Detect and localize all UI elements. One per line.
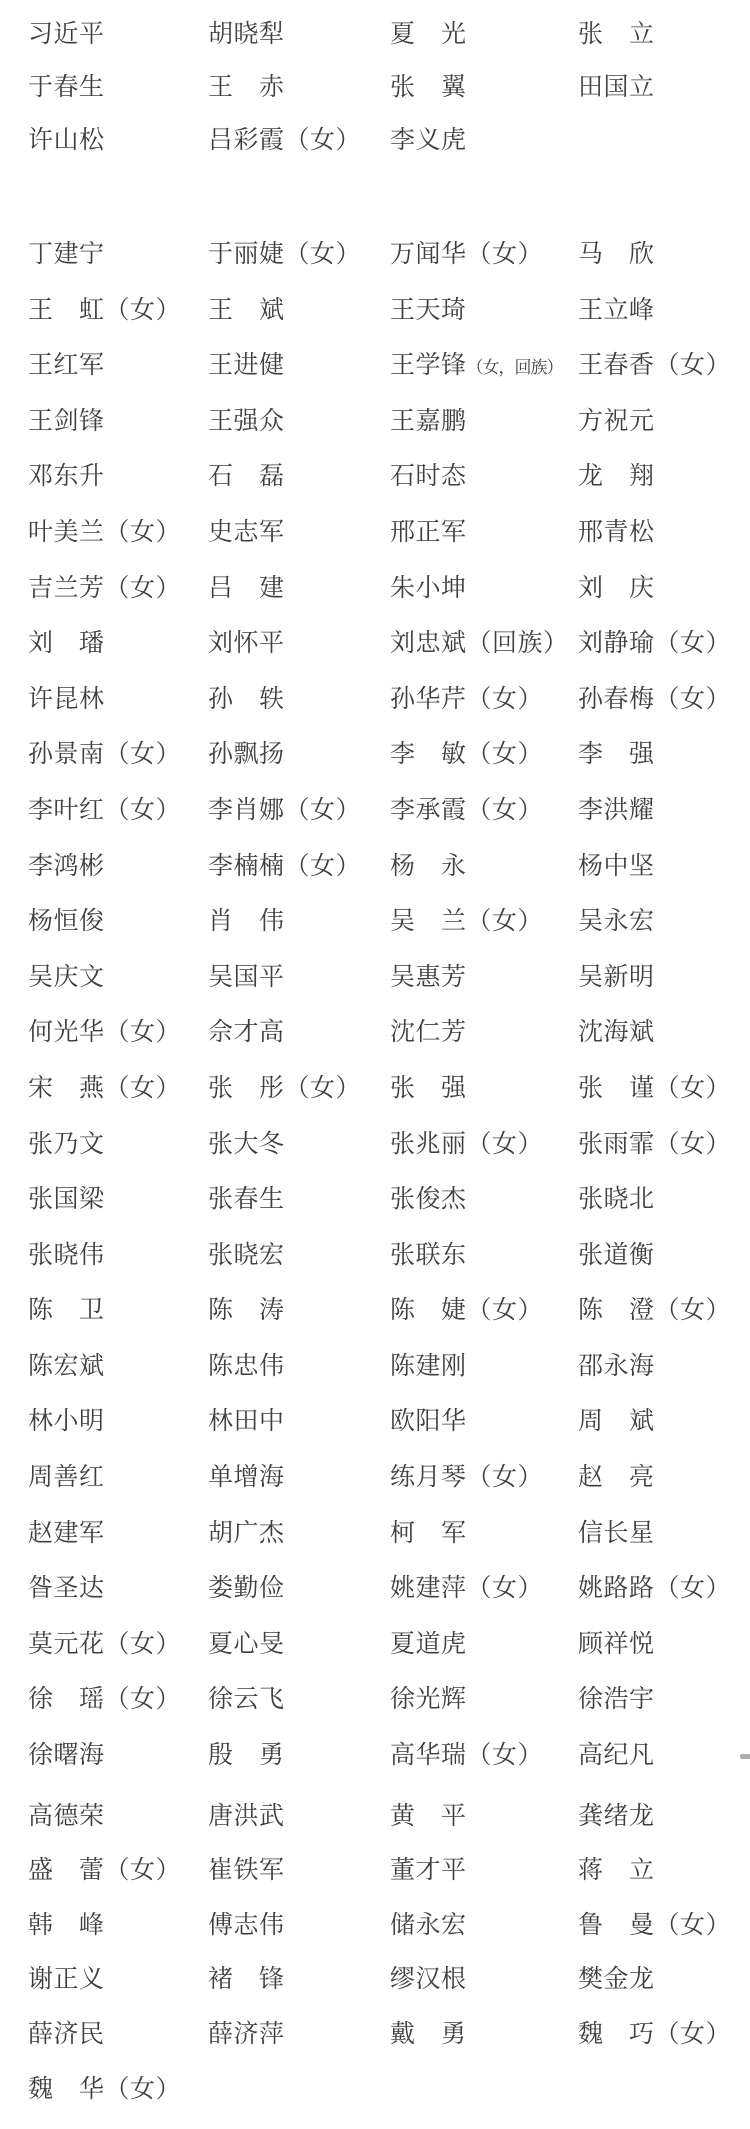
name-cell: 王 赤	[208, 74, 285, 101]
name-cell: 殷 勇	[208, 1742, 285, 1770]
name-cell: 练月琴（女）	[390, 1464, 544, 1492]
name-cell: 信长星	[578, 1519, 655, 1547]
name-row	[0, 518, 750, 574]
name-cell: 欧阳华	[390, 1408, 467, 1436]
name-cell: 杨 永	[390, 852, 467, 880]
name-cell: 方祝元	[578, 407, 655, 435]
name-cell: 龚绪龙	[578, 1802, 655, 1830]
name-cell: 张晓宏	[208, 1241, 285, 1269]
name-cell: 张国梁	[28, 1186, 105, 1214]
name-cell: 佘才高	[208, 1019, 285, 1047]
name-row	[0, 1074, 750, 1130]
name-cell: 张俊杰	[390, 1186, 467, 1214]
name-cell: 储永宏	[390, 1911, 467, 1939]
name-row	[0, 2075, 750, 2129]
name-cell: 王立峰	[578, 296, 655, 324]
name-row	[0, 462, 750, 518]
name-cell: 何光华（女）	[28, 1019, 182, 1047]
name-cell: 孙飘扬	[208, 741, 285, 769]
gender-ethnic-note: （女，回族）	[466, 358, 563, 378]
name-cell: 昝圣达	[28, 1575, 105, 1603]
name-cell	[390, 351, 578, 383]
name-cell: 张春生	[208, 1186, 285, 1214]
name-row	[0, 685, 750, 741]
name-cell: 李楠楠（女）	[208, 852, 362, 880]
name-cell: 石 磊	[208, 463, 285, 491]
name-row	[0, 240, 750, 296]
name-cell: 许昆林	[28, 685, 105, 713]
name-cell: 张联东	[390, 1241, 467, 1269]
name-cell: 顾祥悦	[578, 1630, 655, 1658]
name-cell: 韩 峰	[28, 1911, 105, 1939]
name-cell: 刘怀平	[208, 630, 285, 658]
name-cell: 史志军	[208, 518, 285, 546]
name-cell: 邢青松	[578, 518, 655, 546]
name-cell: 沈海斌	[578, 1019, 655, 1047]
name-cell: 张道衡	[578, 1241, 655, 1269]
name-cell: 陈宏斌	[28, 1352, 105, 1380]
name-cell: 杨恒俊	[28, 908, 105, 936]
name-row	[0, 740, 750, 796]
name-cell: 盛 蕾（女）	[28, 1857, 182, 1885]
name-row	[0, 2020, 750, 2075]
name-row	[0, 1630, 750, 1686]
name-cell: 夏道虎	[390, 1630, 467, 1658]
name-cell: 王 斌	[208, 296, 285, 324]
name-cell: 刘静瑜（女）	[578, 630, 732, 658]
name-cell: 孙 轶	[208, 685, 285, 713]
name-cell: 刘 庆	[578, 574, 655, 602]
name-row	[0, 126, 750, 179]
name-cell: 胡晓犁	[208, 21, 285, 48]
name-cell: 李义虎	[390, 127, 467, 154]
name-row	[0, 296, 750, 352]
name-cell: 胡广杰	[208, 1519, 285, 1547]
name-cell: 石时态	[390, 463, 467, 491]
name-cell: 肖 伟	[208, 908, 285, 936]
name-row	[0, 1352, 750, 1408]
name-cell: 傅志伟	[208, 1911, 285, 1939]
name-cell: 李肖娜（女）	[208, 796, 362, 824]
name-row	[0, 907, 750, 963]
name-cell: 孙春梅（女）	[578, 685, 732, 713]
name-cell: 刘忠斌（回族）	[390, 630, 569, 658]
name-row	[0, 73, 750, 126]
name-cell: 陈 婕（女）	[390, 1297, 544, 1325]
name-cell: 吴国平	[208, 963, 285, 991]
name-cell: 张 谨（女）	[578, 1074, 732, 1102]
name-cell: 褚 锋	[208, 1966, 285, 1994]
name-cell: 沈仁芳	[390, 1019, 467, 1047]
name-cell: 王 虹（女）	[28, 296, 182, 324]
name-row	[0, 796, 750, 852]
name-row	[0, 1463, 750, 1519]
name-cell: 于丽婕（女）	[208, 241, 362, 268]
name-cell: 赵建军	[28, 1519, 105, 1547]
name-row	[0, 1519, 750, 1575]
name-cell: 丁建宁	[28, 241, 105, 268]
name-cell: 高德荣	[28, 1802, 105, 1830]
name-cell: 鲁 曼（女）	[578, 1911, 732, 1939]
name-cell: 周善红	[28, 1464, 105, 1492]
name-cell: 李 敏（女）	[390, 741, 544, 769]
name-cell: 王红军	[28, 352, 105, 380]
name-row	[0, 1856, 750, 1911]
name-cell: 朱小坤	[390, 574, 467, 602]
name-cell: 缪汉根	[390, 1966, 467, 1994]
name-cell: 高纪凡	[578, 1742, 655, 1770]
name-cell: 王嘉鹏	[390, 407, 467, 435]
name-cell: 张晓伟	[28, 1241, 105, 1269]
name-cell: 姚建萍（女）	[390, 1575, 544, 1603]
name-cell: 习近平	[28, 21, 105, 48]
name-row	[0, 574, 750, 630]
name-cell: 王剑锋	[28, 407, 105, 435]
name-cell: 吴新明	[578, 963, 655, 991]
name-cell: 陈 卫	[28, 1297, 105, 1325]
name-row	[0, 963, 750, 1019]
name-cell: 魏 巧（女）	[578, 2021, 732, 2048]
name-cell: 夏心旻	[208, 1630, 285, 1658]
name-cell: 李鸿彬	[28, 852, 105, 880]
name-row	[0, 1741, 750, 1797]
name-cell: 吕彩霞（女）	[208, 127, 362, 154]
name-cell: 李叶红（女）	[28, 796, 182, 824]
name-cell: 杨中坚	[578, 852, 655, 880]
name-cell: 周 斌	[578, 1408, 655, 1436]
name-cell: 王春香（女）	[578, 352, 732, 380]
name-row	[0, 1185, 750, 1241]
name-cell: 王进健	[208, 352, 285, 380]
name-cell: 吴庆文	[28, 963, 105, 991]
name-cell: 马 欣	[578, 241, 655, 268]
name-cell: 陈 涛	[208, 1297, 285, 1325]
name-section-1	[0, 20, 750, 179]
name-cell: 邢正军	[390, 518, 467, 546]
person-name: 王学锋	[390, 352, 467, 380]
name-cell: 张兆丽（女）	[390, 1130, 544, 1158]
name-row	[0, 1241, 750, 1297]
name-cell: 陈忠伟	[208, 1352, 285, 1380]
name-cell: 徐曙海	[28, 1742, 105, 1770]
name-cell: 薛济萍	[208, 2021, 285, 2048]
name-cell: 王天琦	[390, 296, 467, 324]
name-section-2	[0, 240, 750, 1797]
name-row	[0, 852, 750, 908]
name-cell: 张 翼	[390, 74, 467, 101]
name-cell: 李洪耀	[578, 796, 655, 824]
name-row	[0, 629, 750, 685]
name-row	[0, 1911, 750, 1966]
name-cell: 林田中	[208, 1408, 285, 1436]
name-cell: 徐云飞	[208, 1686, 285, 1714]
name-row	[0, 1018, 750, 1074]
name-cell: 蒋 立	[578, 1857, 655, 1885]
name-row	[0, 1965, 750, 2020]
name-cell: 黄 平	[390, 1802, 467, 1830]
name-cell: 唐洪武	[208, 1802, 285, 1830]
name-cell: 陈建刚	[390, 1352, 467, 1380]
name-cell: 叶美兰（女）	[28, 518, 182, 546]
name-cell: 吴永宏	[578, 908, 655, 936]
name-cell: 李 强	[578, 741, 655, 769]
name-cell: 张晓北	[578, 1186, 655, 1214]
name-cell: 邓东升	[28, 463, 105, 491]
name-cell: 柯 军	[390, 1519, 467, 1547]
name-cell: 王强众	[208, 407, 285, 435]
name-cell: 单增海	[208, 1464, 285, 1492]
name-cell: 高华瑞（女）	[390, 1742, 544, 1770]
name-cell: 徐浩宇	[578, 1686, 655, 1714]
name-row	[0, 407, 750, 463]
name-cell: 谢正义	[28, 1966, 105, 1994]
name-cell: 董才平	[390, 1857, 467, 1885]
name-cell: 魏 华（女）	[28, 2075, 182, 2103]
name-row	[0, 1296, 750, 1352]
name-cell: 赵 亮	[578, 1464, 655, 1492]
name-cell: 樊金龙	[578, 1966, 655, 1994]
name-cell: 徐光辉	[390, 1686, 467, 1714]
name-cell: 张 彤（女）	[208, 1074, 362, 1102]
name-cell: 姚路路（女）	[578, 1575, 732, 1603]
name-cell: 徐 瑶（女）	[28, 1686, 182, 1714]
name-cell: 张 立	[578, 21, 655, 48]
name-cell: 孙景南（女）	[28, 741, 182, 769]
name-row	[0, 1685, 750, 1741]
name-row	[0, 351, 750, 407]
name-cell: 娄勤俭	[208, 1575, 285, 1603]
name-cell: 张乃文	[28, 1130, 105, 1158]
name-cell: 万闻华（女）	[390, 241, 544, 268]
name-cell: 张大冬	[208, 1130, 285, 1158]
name-cell: 林小明	[28, 1408, 105, 1436]
name-cell: 薛济民	[28, 2021, 105, 2048]
name-row	[0, 20, 750, 73]
name-cell: 张雨霏（女）	[578, 1130, 732, 1158]
name-cell: 张 强	[390, 1074, 467, 1102]
name-section-3	[0, 1802, 750, 2129]
name-cell: 龙 翔	[578, 463, 655, 491]
name-cell: 于春生	[28, 74, 105, 101]
name-cell: 吴 兰（女）	[390, 908, 544, 936]
name-cell: 莫元花（女）	[28, 1630, 182, 1658]
name-cell: 许山松	[28, 127, 105, 154]
name-cell: 戴 勇	[390, 2021, 467, 2048]
name-row	[0, 1574, 750, 1630]
name-cell: 李承霞（女）	[390, 796, 544, 824]
name-cell: 崔铁军	[208, 1857, 285, 1885]
name-cell: 夏 光	[390, 21, 467, 48]
name-cell: 吴惠芳	[390, 963, 467, 991]
name-row	[0, 1802, 750, 1857]
name-cell: 刘 璠	[28, 630, 105, 658]
name-cell: 孙华芹（女）	[390, 685, 544, 713]
name-cell: 陈 澄（女）	[578, 1297, 732, 1325]
name-cell: 邵永海	[578, 1352, 655, 1380]
name-cell: 吕 建	[208, 574, 285, 602]
name-row	[0, 1130, 750, 1186]
scan-edge-artifact	[740, 1754, 750, 1759]
name-cell: 田国立	[578, 74, 655, 101]
name-cell: 宋 燕（女）	[28, 1074, 182, 1102]
name-row	[0, 1407, 750, 1463]
name-cell: 吉兰芳（女）	[28, 574, 182, 602]
